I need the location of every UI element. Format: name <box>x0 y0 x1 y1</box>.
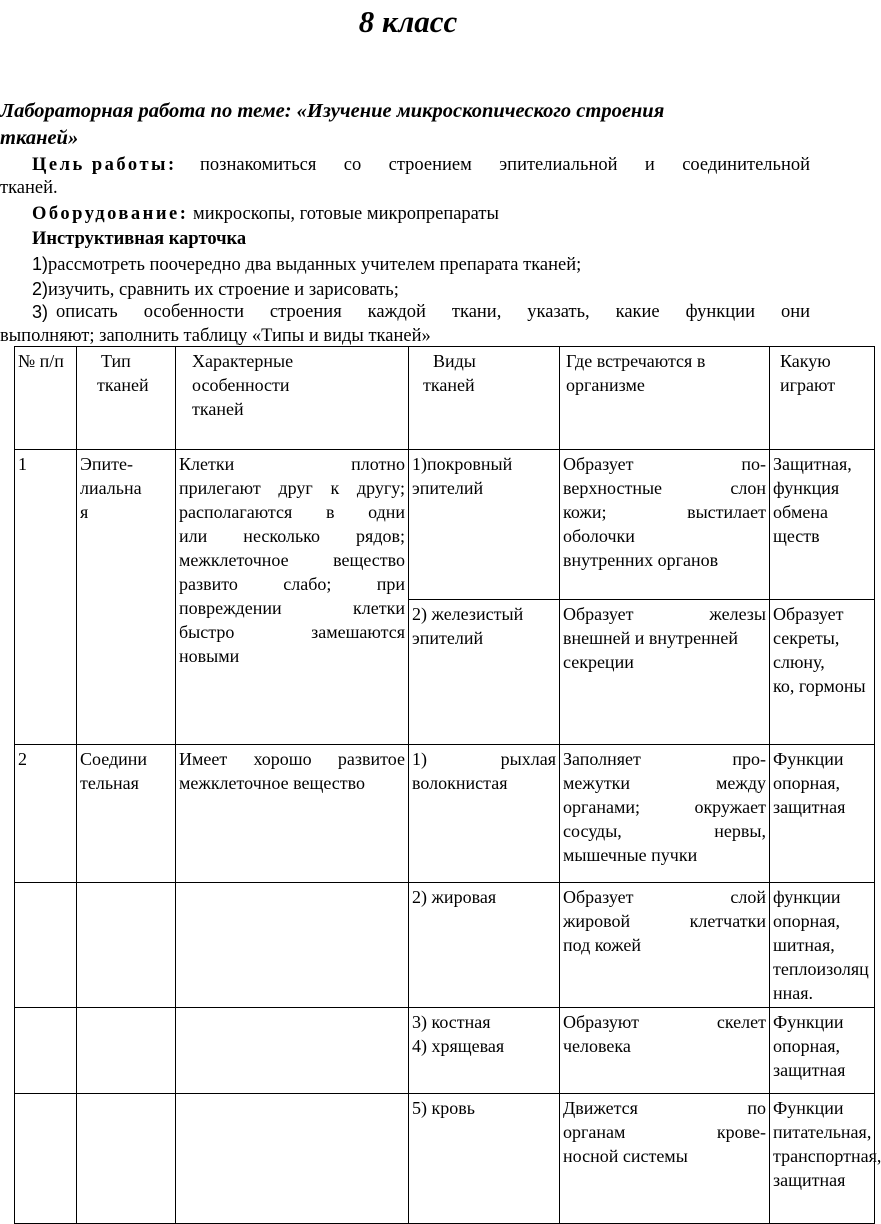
step-1: 1)рассмотреть поочередно два выданных учителем препарата тканей; <box>32 254 582 275</box>
r1-role: Защитная, функция обмена ществ <box>770 450 875 600</box>
step-3-cont: выполняют; заполнить таблицу «Типы и виды тканей» <box>0 326 431 346</box>
table-row <box>15 883 875 1008</box>
r2-role: Образует секреты, слюну, ко, гормоны <box>770 600 875 745</box>
r6-kind: 5) кровь <box>409 1094 560 1224</box>
table-row <box>15 450 875 600</box>
goal-label: Цель работы: <box>32 155 177 175</box>
equipment-text: микроскопы, готовые микропрепараты <box>192 204 499 224</box>
r3-where: Заполняет про- межутки между органами; окружает сосуды, нервы, мышечные пучки <box>560 745 770 883</box>
r4-kind: 2) жировая <box>409 883 560 1008</box>
header-type: Тип тканей <box>77 347 176 450</box>
r1-where: Образует по- верхностные слон кожи; выстилает оболочки внутренних органов <box>560 450 770 600</box>
goal-text: познакомиться со строением эпителиальной и соединительной <box>200 155 810 175</box>
r1-type: Эпите- лиальна я <box>77 450 176 745</box>
table-header-row <box>15 347 875 450</box>
r4-where: Образует слой жировой клетчатки под кожей <box>560 883 770 1008</box>
r3-type: Соедини тельная <box>77 745 176 883</box>
r6-num <box>15 1094 77 1224</box>
r2-kind: 2) железистый эпителий <box>409 600 560 745</box>
step-2: 2)изучить, сравнить их строение и зарисовать; <box>32 279 399 300</box>
r6-type <box>77 1094 176 1224</box>
header-where: Где встречаются в организме <box>560 347 770 450</box>
r1-kind: 1)покровный эпителий <box>409 450 560 600</box>
header-num: № п/п <box>15 347 77 450</box>
r6-where: Движется по органам крове- носной системы <box>560 1094 770 1224</box>
r5-where: Образуют скелет человека <box>560 1008 770 1094</box>
card-title: Инструктивная карточка <box>32 229 247 249</box>
r5-features <box>176 1008 409 1094</box>
r3-role: Функции опорная, защитная <box>770 745 875 883</box>
table-row <box>15 745 875 883</box>
r3-num: 2 <box>15 745 77 883</box>
r4-role: функции опорная, шитная, теплоизоляц нная. <box>770 883 875 1008</box>
r6-role: Функции питательная, транспортная, защитная <box>770 1094 875 1224</box>
r4-type <box>77 883 176 1008</box>
lab-title-line-2: тканей» <box>0 127 79 149</box>
r4-features <box>176 883 409 1008</box>
r5-type <box>77 1008 176 1094</box>
step-3-text: описать особенности строения каждой ткани, указать, какие функции они <box>56 302 810 322</box>
header-role: Какую играют <box>770 347 875 450</box>
r2-where: Образует железы внешней и внутренней секреции <box>560 600 770 745</box>
table-row <box>15 1094 875 1224</box>
r3-features: Имеет хорошо развитое межклеточное вещество <box>176 745 409 883</box>
r3-kind: 1) рыхлая волокнистая <box>409 745 560 883</box>
r5-kind: 3) костная 4) хрящевая <box>409 1008 560 1094</box>
header-kinds: Виды тканей <box>409 347 560 450</box>
r5-num <box>15 1008 77 1094</box>
table-row <box>15 1008 875 1094</box>
r4-num <box>15 883 77 1008</box>
equipment-line <box>32 204 499 225</box>
r6-features <box>176 1094 409 1224</box>
equipment-label: Оборудование: <box>32 204 189 224</box>
r1-features: Клетки плотно прилегают друг к другу; располагаются в одни или несколько рядов; межклеточное вещество развито слабо; при повреждении клетки быстро замешаются новыми <box>176 450 409 745</box>
step-3: 3) <box>32 302 49 322</box>
r5-role: Функции опорная, защитная <box>770 1008 875 1094</box>
page-title: 8 класс <box>358 4 458 39</box>
lab-title-line-1: Лабораторная работа по теме: «Изучение микроскопического строения <box>0 100 665 122</box>
header-features: Характерные особенности тканей <box>176 347 409 450</box>
tissue-table <box>14 346 881 1224</box>
r1-num: 1 <box>15 450 77 745</box>
goal-text-cont: тканей. <box>0 178 58 198</box>
